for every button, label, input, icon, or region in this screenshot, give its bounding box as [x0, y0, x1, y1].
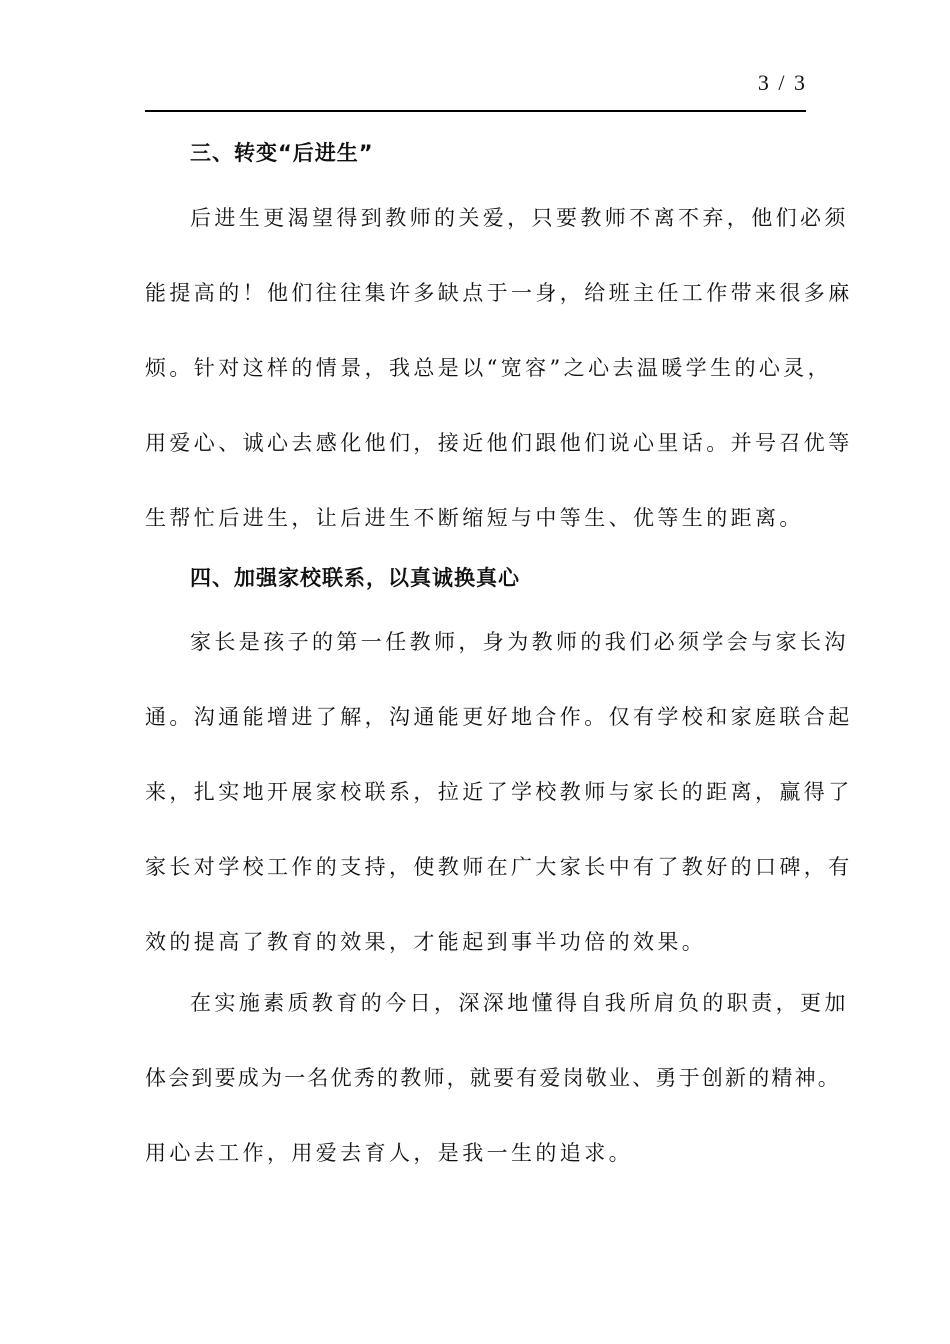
paragraph-line: 后进生更渴望得到教师的关爱，只要教师不离不弃，他们必须 [190, 206, 849, 230]
section-heading-3: 三、转变“后进生” [190, 141, 374, 165]
paragraph-line: 体会到要成为一名优秀的教师，就要有爱岗敬业、勇于创新的精神。 [145, 1066, 841, 1090]
paragraph-line: 用心去工作，用爱去育人，是我一生的追求。 [145, 1141, 633, 1165]
paragraph-line: 用爱心、诚心去感化他们，接近他们跟他们说心里话。并号召优等 [145, 431, 853, 455]
paragraph-line: 生帮忙后进生，让后进生不断缩短与中等生、优等生的距离。 [145, 506, 804, 530]
section-heading-4: 四、加强家校联系，以真诚换真心 [190, 566, 520, 590]
header-divider [145, 110, 806, 112]
paragraph-line: 能提高的！他们往往集许多缺点于一身，给班主任工作带来很多麻 [145, 281, 853, 305]
paragraph-line: 效的提高了教育的效果，才能起到事半功倍的效果。 [145, 930, 707, 954]
paragraph-line: 通。沟通能增进了解，沟通能更好地合作。仅有学校和家庭联合起 [145, 705, 853, 729]
paragraph-line: 来，扎实地开展家校联系，拉近了学校教师与家长的距离，赢得了 [145, 780, 853, 804]
paragraph-line: 家长是孩子的第一任教师，身为教师的我们必须学会与家长沟 [190, 630, 849, 654]
paragraph-line: 在实施素质教育的今日，深深地懂得自我所肩负的职责，更加 [190, 991, 849, 1015]
paragraph-line: 烦。针对这样的情景，我总是以“宽容”之心去温暖学生的心灵， [145, 356, 833, 380]
paragraph-line: 家长对学校工作的支持，使教师在广大家长中有了教好的口碑，有 [145, 855, 853, 879]
page-number: 3 / 3 [757, 70, 807, 95]
